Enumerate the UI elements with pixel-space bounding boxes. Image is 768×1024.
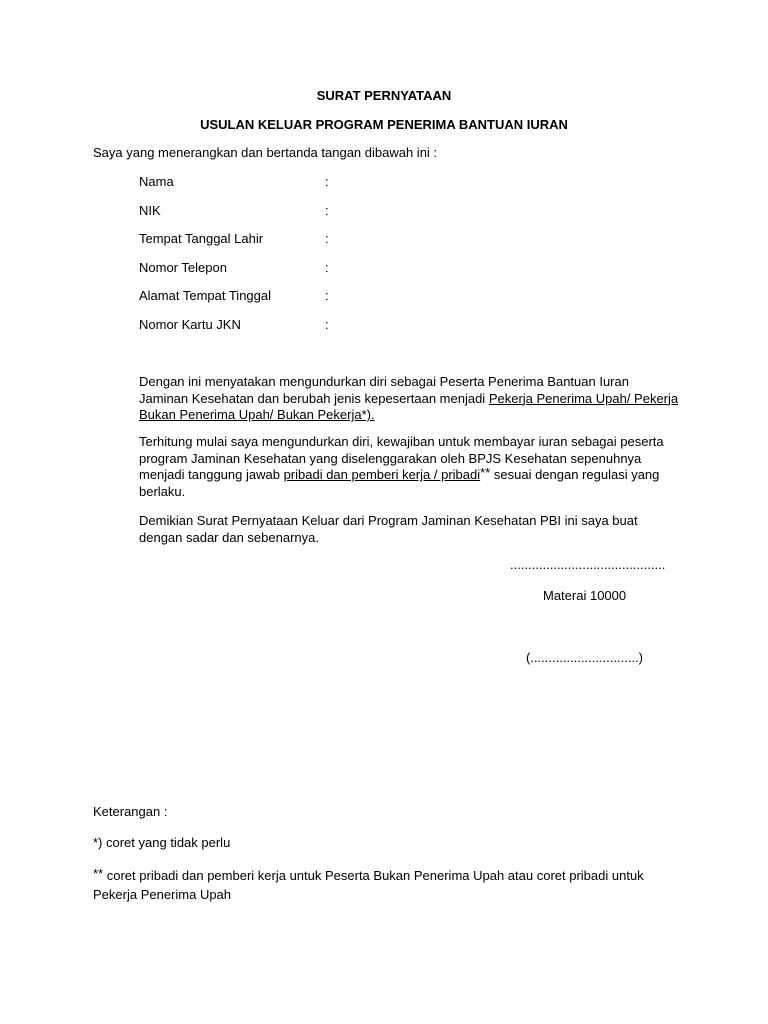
field-colon: : — [325, 288, 329, 303]
field-colon: : — [325, 317, 329, 332]
underlined-option: pribadi dan pemberi kerja / pribadi — [283, 467, 481, 482]
field-label-nik: NIK — [139, 203, 161, 218]
underlined-option: Pekerja Penerima Upah/ Pekerja Bukan Penerima Upah/ Bukan Pekerja*). — [139, 390, 679, 422]
field-colon: : — [325, 174, 329, 189]
footnote-marker: ** — [93, 866, 104, 881]
field-label-nama: Nama — [139, 174, 174, 189]
note-1: *) coret yang tidak perlu — [93, 835, 231, 850]
statement-paragraph-3: Demikian Surat Pernyataan Keluar dari Program Jaminan Kesehatan PBI ini saya buat dengan sadar dan sebenarnya. — [139, 513, 638, 545]
note-2 — [93, 866, 663, 904]
materai-label: Materai 10000 — [543, 588, 627, 603]
field-label-jkn: Nomor Kartu JKN — [139, 317, 241, 332]
notes-title: Keterangan : — [93, 804, 168, 819]
paragraph-text: Terhitung mulai saya mengundurkan diri, kewajiban untuk membayar iuran sebagai peserta program Jaminan Kesehatan yang diselenggarakan oleh BPJS Kesehatan sepenuhnya menjadi tanggung jawab — [139, 434, 664, 482]
place-date-line: ........................................... — [510, 557, 666, 572]
field-colon: : — [325, 203, 329, 218]
note-2-text: coret pribadi dan pemberi kerja untuk Peserta Bukan Penerima Upah atau coret pribadi untuk Pekerja Penerima Upah — [93, 868, 644, 902]
paragraph-text: Dengan ini menyatakan mengundurkan diri sebagai Peserta Penerima Bantuan Iuran Jaminan Kesehatan dan berubah jenis kepesertaan menjadi — [139, 374, 629, 406]
intro-text: Saya yang menerangkan dan bertanda tangan dibawah ini : — [93, 145, 438, 160]
signature-name-line: (..............................) — [526, 650, 644, 665]
paragraph-text: sesuai dengan regulasi yang berlaku. — [139, 467, 660, 499]
field-label-birth: Tempat Tanggal Lahir — [139, 231, 264, 246]
field-label-phone: Nomor Telepon — [139, 260, 227, 275]
footnote-marker: ** — [480, 465, 491, 480]
field-colon: : — [325, 260, 329, 275]
statement-paragraph-1 — [139, 374, 679, 424]
document-subtitle: USULAN KELUAR PROGRAM PENERIMA BANTUAN IURAN — [200, 117, 568, 132]
field-colon: : — [325, 231, 329, 246]
document-title: SURAT PERNYATAAN — [316, 88, 452, 103]
statement-paragraph-2 — [139, 434, 679, 500]
field-label-address: Alamat Tempat Tinggal — [139, 288, 271, 303]
